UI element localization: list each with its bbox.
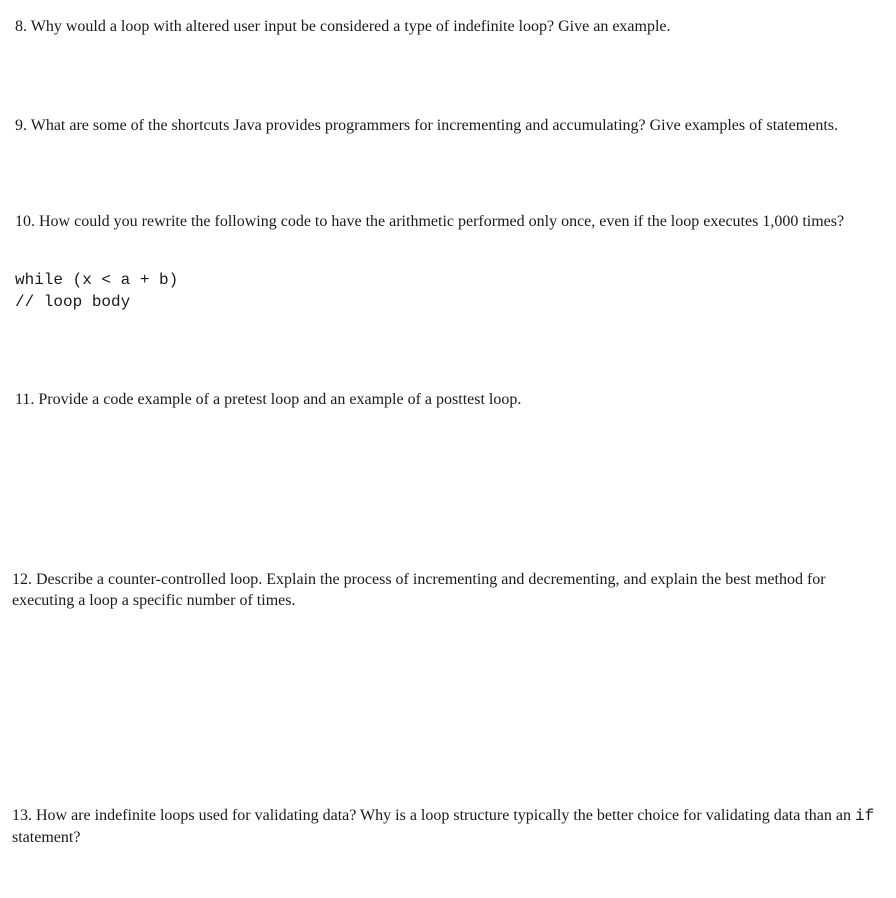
question-13 [12,805,887,848]
question-10-code-block [15,269,178,313]
code-line-while: while (x < a + b) [15,271,179,289]
question-9 [15,115,890,136]
question-8-text: 8. Why would a loop with altered user input be considered a type of indefinite loop? Give an example. [15,18,671,35]
question-11-text: 11. Provide a code example of a pretest loop and an example of a posttest loop. [15,391,522,408]
code-line-comment: // loop body [15,293,131,311]
question-13-text-after: statement? [12,829,81,846]
question-8 [15,16,890,37]
question-11 [15,389,890,410]
question-10 [15,211,890,232]
question-12 [12,569,887,611]
question-12-text: 12. Describe a counter-controlled loop. Explain the process of incrementing and decrementing, and explain the best method for executing a loop a specific number of times. [12,571,826,609]
question-13-code-word: if [855,807,875,825]
question-10-text: 10. How could you rewrite the following code to have the arithmetic performed only once, even if the loop executes 1,000 times? [15,213,845,230]
question-9-text: 9. What are some of the shortcuts Java provides programmers for incrementing and accumulating? Give examples of statements. [15,117,838,134]
question-13-text-before: 13. How are indefinite loops used for validating data? Why is a loop structure typically the better choice for validating data than an [12,807,855,824]
